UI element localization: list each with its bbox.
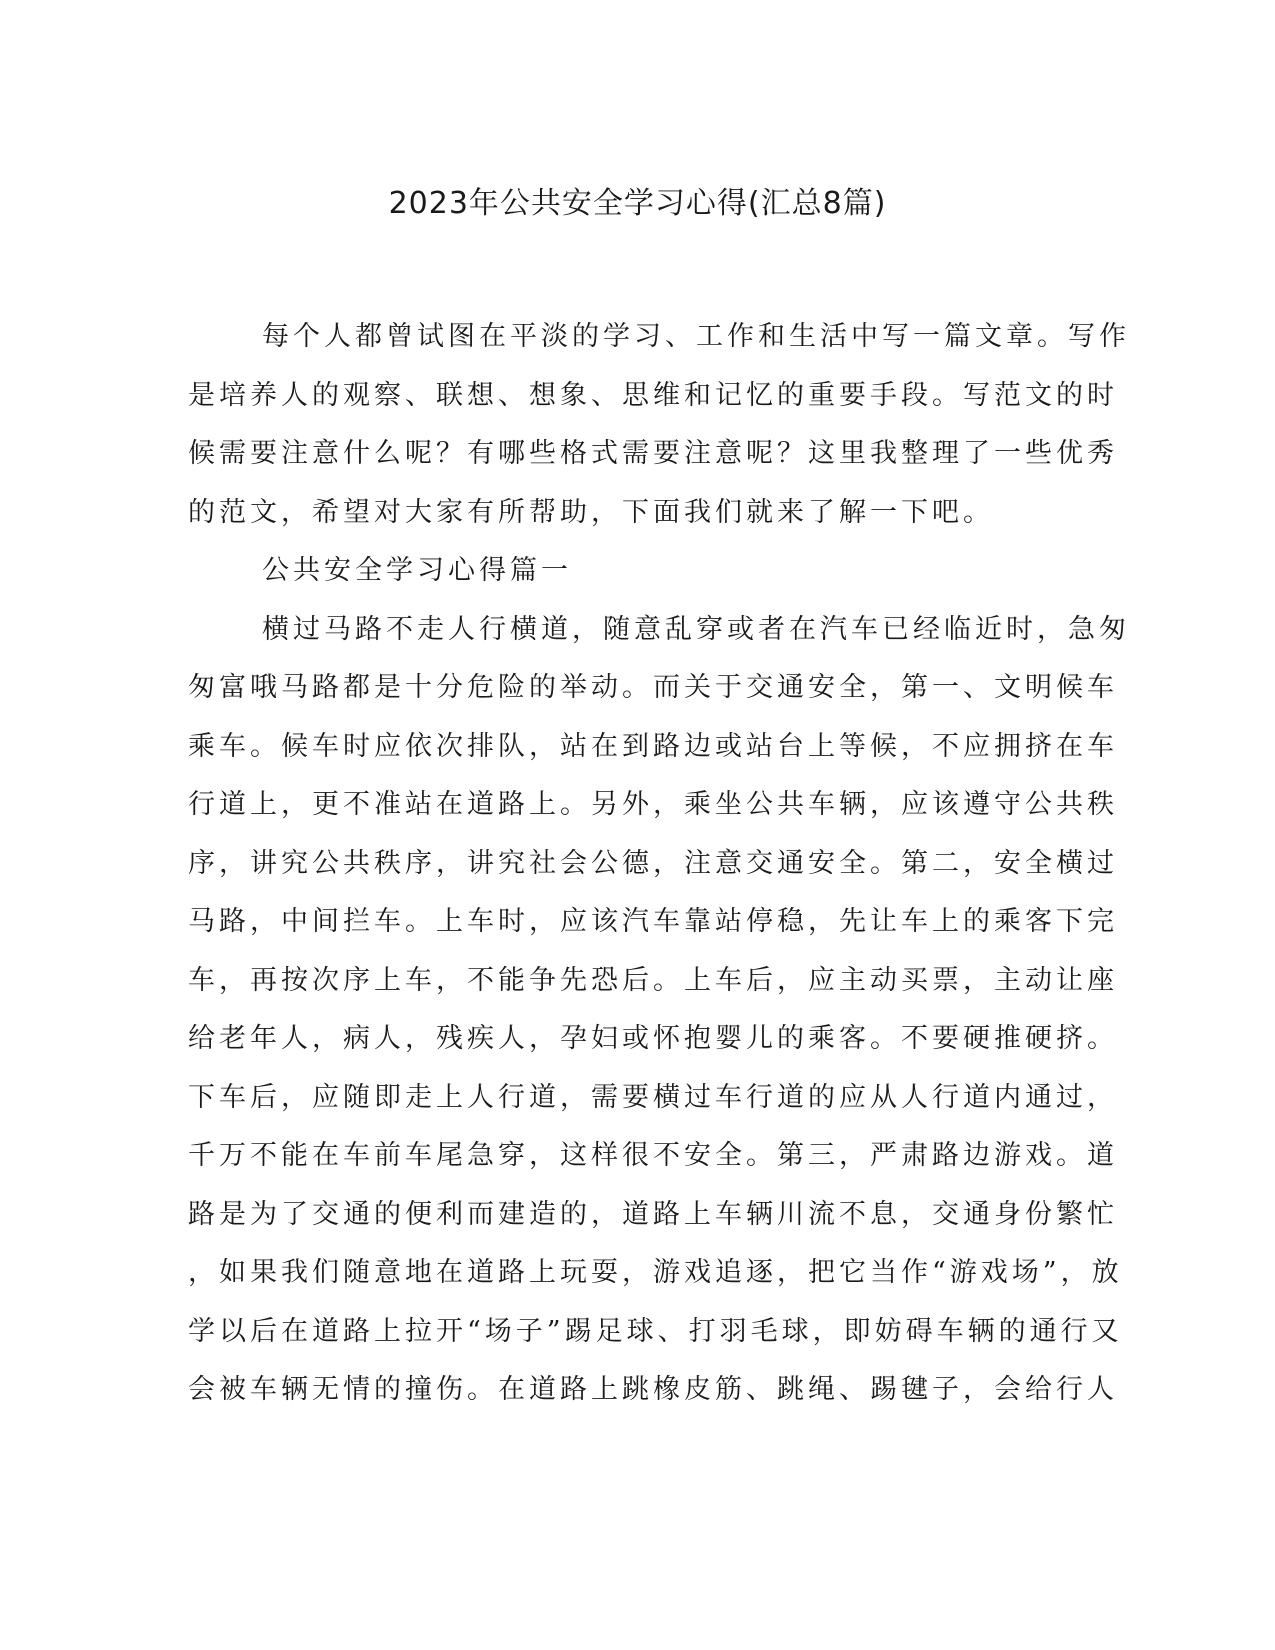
body-line: 给老年人，病人，残疾人，孕妇或怀抱婴儿的乘客。不要硬推硬挤。: [188, 1023, 1118, 1054]
document-title: 2023年公共安全学习心得(汇总8篇): [388, 186, 887, 221]
body-line: 乘车。候车时应依次排队，站在到路边或站台上等候，不应拥挤在车: [188, 731, 1118, 762]
body-line: 马路，中间拦车。上车时，应该汽车靠站停稳，先让车上的乘客下完: [188, 906, 1118, 937]
body-line: 行道上，更不准站在道路上。另外，乘坐公共车辆，应该遵守公共秩: [188, 789, 1118, 820]
body-line: ，如果我们随意地在道路上玩耍，游戏追逐，把它当作“游戏场”，放: [188, 1257, 1123, 1288]
intro-line: 是培养人的观察、联想、想象、思维和记忆的重要手段。写范文的时: [188, 380, 1118, 411]
body-line: 千万不能在车前车尾急穿，这样很不安全。第三，严肃路边游戏。道: [188, 1140, 1118, 1171]
body-line: 学以后在道路上拉开“场子”踢足球、打羽毛球，即妨碍车辆的通行又: [188, 1316, 1123, 1347]
intro-line: 候需要注意什么呢？有哪些格式需要注意呢？这里我整理了一些优秀: [188, 438, 1118, 469]
body-line: 车，再按次序上车，不能争先恐后。上车后，应主动买票，主动让座: [188, 965, 1118, 996]
intro-line: 的范文，希望对大家有所帮助，下面我们就来了解一下吧。: [188, 497, 994, 528]
intro-line: 每个人都曾试图在平淡的学习、工作和生活中写一篇文章。写作: [262, 321, 1130, 352]
section-heading: 公共安全学习心得篇一: [262, 555, 572, 586]
body-line: 横过马路不走人行横道，随意乱穿或者在汽车已经临近时，急匆: [262, 614, 1130, 645]
body-line: 会被车辆无情的撞伤。在道路上跳橡皮筋、跳绳、踢毽子，会给行人: [188, 1374, 1118, 1405]
body-line: 序，讲究公共秩序，讲究社会公德，注意交通安全。第二，安全横过: [188, 848, 1118, 879]
body-line: 下车后，应随即走上人行道，需要横过车行道的应从人行道内通过，: [188, 1082, 1118, 1113]
body-line: 匆富哦马路都是十分危险的举动。而关于交通安全，第一、文明候车: [188, 672, 1118, 703]
body-line: 路是为了交通的便利而建造的，道路上车辆川流不息，交通身份繁忙: [188, 1199, 1118, 1230]
